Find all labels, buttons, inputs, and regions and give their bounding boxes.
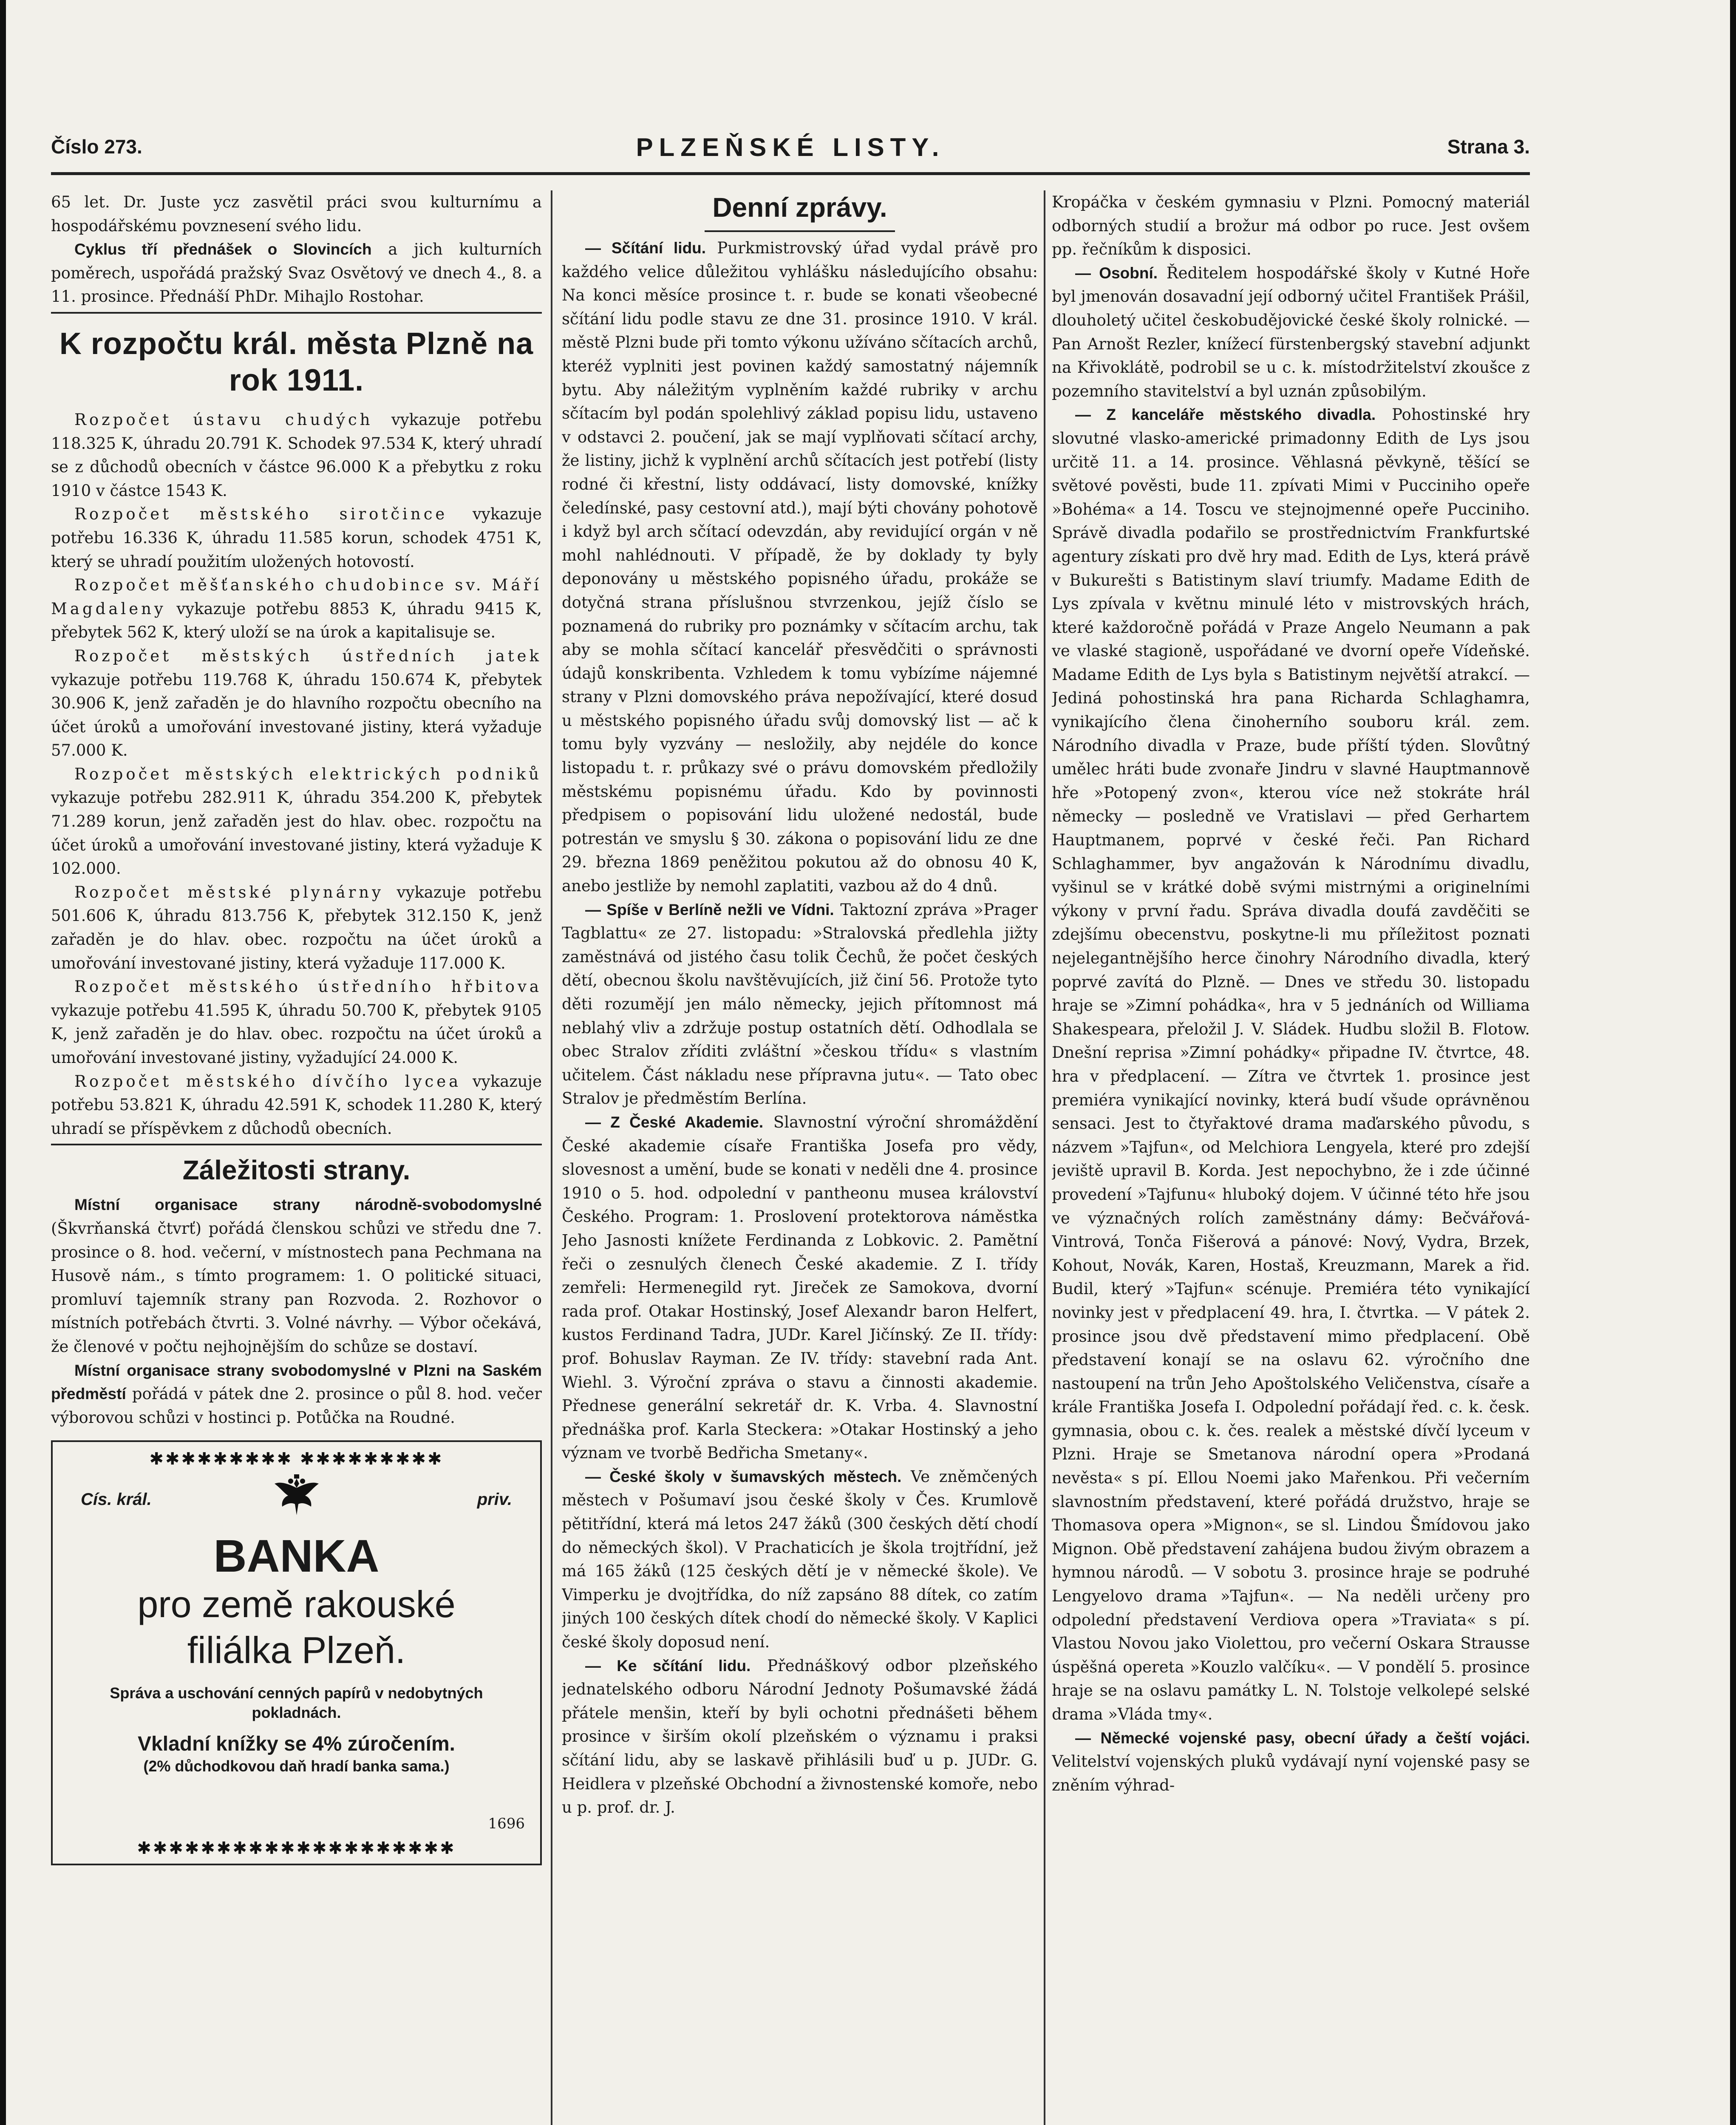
news-body: Slavnostní výroční shromáždění České akademie císaře Františka Josefa pro vědy, slovesnost a umění, bude se konati v neděli dne 4. prosince 1910 o 5. hod. odpolední v pantheonu musea království Českého. Program: 1. Proslovení protektorova náměstka Jeho Jasnosti knížete Ferdinanda z Lobkovic. 2. Pamětní řeči o zesnulých členech České akademie. Z I. třídy zemřeli: Hermenegild ryt. Jireček ze Samokova, dvorní rada prof. Otakar Hostinský, Josef Alexandr baron Helfert, kustos Ferdinand Tadra, JUDr. Karel Jičínský. Ze II. třídy: prof. Bohuslav Rayman. Ze IV. třídy: stavební rada Ant. Wiehl. 3. Výroční zpráva o stavu a činnosti akademie. Přednese generální sekretář dr. K. Vrba. 4. Slavnostní přednáška prof. Karla Steckera: »Otakar Hostinský a jeho význam ve tvorbě Bedřicha Smetany«. [562, 1113, 1038, 1462]
budget-lead: Rozpočet měšťanského chudobince sv. Máří Magdaleny [51, 576, 542, 618]
header-rule [51, 172, 1530, 175]
news-lead: — Ke sčítání lidu. [585, 1657, 751, 1674]
budget-body: vykazuje potřebu 53.821 K, úhradu 42.591 K, schodek 11.280 K, který uhradí se příspěvkem z důchodů obecních. [51, 1072, 542, 1138]
news-body: Taktozní zpráva »Prager Tagblattu« ze 27. listopadu: »Stralovská předlehla jižty zaměstnává od jistého času tolik Čechů, že počet českých dětí, obecnou školu navštěvujících, již činí 56. Protože tyto děti rozumějí jen málo německy, jejich přítomnost má neblahý vliv a zdržuje postup ostatních dětí. Odhodlala se obec Stralov zříditi zvláštní »českou třídu« s vlastním učitelem. Část nákladu nese přípravna jutu«. — Tato obec Stralov je předměstím Berlína. [562, 900, 1038, 1108]
budget-lead: Rozpočet městské plynárny [74, 883, 384, 901]
bank-advertisement [51, 1440, 542, 1865]
ad-stars-top: ✱✱✱✱✱✱✱✱✱ ✱✱✱✱✱✱✱✱✱ [149, 1449, 444, 1469]
party-item [51, 1193, 542, 1358]
news-body: Přednáškový odbor plzeňského jednatelského odboru Národní Jednoty Pošumavské žádá přátele menšin, kteří by byli ochotni přednášeti během prosince v širším okolí plzeňském o významu i praksi sčítání lidu, aby se laskavě přihlásili buď u p. JUDr. G. Heidlera v plzeňské Obchodní a živnostenské komoře, nebo u p. prof. dr. J. [562, 1656, 1038, 1817]
budget-item [51, 881, 542, 975]
daily-news-headline: Denní zprávy. [712, 192, 887, 223]
budget-body: vykazuje potřebu 118.325 K, úhradu 20.791 K. Schodek 97.534 K, který uhradí se z důchodů obecních v částce 96.000 K a přebytku z roku 1910 v částce 1543 K. [51, 410, 542, 500]
news-item [562, 1465, 1038, 1654]
news-item [1052, 1726, 1530, 1797]
budget-item [51, 573, 542, 644]
budget-body: vykazuje potřebu 501.606 K, úhradu 813.756 K, přebytek 312.150 K, jenž zařaděn je do hlav. obec. rozpočtu na účet úroků a umořování investované jistiny, která vyžaduje 117.000 K. [51, 883, 542, 972]
news-body: Ve zněmčených městech v Pošumaví jsou české školy v Čes. Krumlově pětitřídní, která má letos 247 žáků (300 českých dětí chodí do německých škol). V Prachaticích je škola trojtřídní, jež má 165 žáků (125 českých dětí je v německé škole). Ve Vimperku je dvojtřídka, do níž zapsáno 88 dítek, co zatím jiných 100 českých dítek chodí do německé školy. V Kaplici české školy doposud není. [562, 1467, 1038, 1652]
budget-item [51, 1070, 542, 1141]
ad-bank-branch: filiálka Plzeň. [187, 1629, 406, 1672]
ad-label-row [64, 1471, 529, 1518]
news-item [562, 1654, 1038, 1819]
section-rule [51, 1144, 542, 1145]
section-rule [51, 312, 542, 314]
ad-bank-subtitle: pro země rakouské [137, 1583, 456, 1626]
issue-number: Číslo 273. [51, 136, 142, 158]
budget-item [51, 644, 542, 762]
budget-lead: Rozpočet ústavu chudých [74, 410, 373, 429]
news-item [562, 1111, 1038, 1465]
news-lead: — Osobní. [1075, 264, 1158, 282]
budget-item [51, 408, 542, 502]
ad-tax-note: (2% důchodkovou daň hradí banka sama.) [143, 1757, 450, 1775]
budget-lead: Rozpočet městských ústředních jatek [74, 646, 542, 665]
column-1 [51, 190, 542, 2125]
budget-body: vykazuje potřebu 282.911 K, úhradu 354.200 K, přebytek 71.289 korun, jenž zařaděn jest do hlav. obec. rozpočtu na účet úroků a umořování investované jistiny, která vyžaduje K 102.000. [51, 788, 542, 878]
scan-edge-left [0, 0, 6, 2125]
news-lead: Cyklus tří přednášek o Slovincích [74, 241, 372, 258]
budget-body: vykazuje potřebu 119.768 K, úhradu 150.674 K, přebytek 30.906 K, jenž zařaděn je do hlavního rozpočtu obecního na účet úroků a umořování investované jistiny, která vyžaduje 57.000 K. [51, 670, 542, 760]
news-lead: — České školy v šumavských městech. [585, 1468, 902, 1485]
news-item [1052, 261, 1530, 403]
news-body: a jich kulturních poměrech, uspořádá pražský Svaz Osvětový ve dnech 4., 8. a 11. prosince. Přednáší PhDr. Mihajlo Rostohar. [51, 240, 542, 306]
ad-left-label: Cís. král. [81, 1490, 152, 1509]
news-body: Ředitelem hospodářské školy v Kutné Hoře byl jmenován dosavadní její odborný učitel František Prášil, dlouholetý učitel českobudějovické české školy rolnické. — Pan Arnošt Rezler, knížecí fürstenbergský stavební adjunkt na Křivoklátě, podrobil se u c. k. místodržitelství zkoušce z pozemního stavitelství a byl uznán způsobilým. [1052, 264, 1530, 400]
article-continuation: Kropáčka v českém gymnasiu v Plzni. Pomocný materiál odborných studií a brožur má odbor po ruce. Jest ovšem pp. řečníkům k disposici. [1052, 193, 1530, 259]
section-rule [705, 230, 895, 232]
news-lead: — Z kanceláře městského divadla. [1075, 406, 1376, 424]
scan-edge-right [1730, 0, 1736, 2125]
ad-service-text: Správa a uschování cenných papírů v nedobytných pokladnách. [110, 1684, 483, 1722]
budget-lead: Rozpočet městských elektrických podniků [74, 765, 542, 783]
budget-item [51, 502, 542, 573]
budget-body: vykazuje potřebu 8853 K, úhradu 9415 K, přebytek 562 K, který uloží se na úrok a kapitalisuje se. [51, 599, 542, 642]
budget-lead: Rozpočet městského ústředního hřbitova [74, 978, 542, 996]
party-item [51, 1359, 542, 1430]
budget-headline: K rozpočtu král. města Plzně na rok 1911. [59, 326, 534, 397]
news-lead: — Německé vojenské pasy, obecní úřady a čeští vojáci. [1075, 1729, 1530, 1747]
budget-lead: Rozpočet městského dívčího lycea [74, 1072, 462, 1091]
party-body: (Škvrňanská čtvrť) pořádá členskou schůzi ve středu dne 7. prosince o 8. hod. večerní, v místnostech pana Pechmana na Husově nám., s tímto programem: 1. O politické situaci, promluví tajemník strany pan Rozvoda. 2. Rozhovor o místních potřebách čtvrti. 3. Volné návrhy. — Výbor očekává, že členové v počtu nejhojnějším do schůze se dostaví. [51, 1219, 542, 1356]
page-number: Strana 3. [1447, 136, 1530, 158]
news-body: Purkmistrovský úřad vydal právě pro každého velice důležitou vyhlášku následujícího obsahu: Na konci měsíce prosince t. r. bude se konati všeobecné sčítání lidu podle stavu ze dne 31. prosince 1910. V král. městě Plzni bude při tomto výkonu užíváno sčítacích archů, kteréž vyplniti jest povinen každý samostatný nájemník bytu. Aby náležitým vyplněním každé rubriky v archu sčítacím byl podán spolehlivý základ popisu lidu, ustaveno v odstavci 2. poučení, jak se mají vyplňovati sčítací archy, že listiny, jichž k vyplnění archů sčítacích jest potřebí (listy rodné či křestní, listy oddávací, listy domovské, knížky čeledínské, pasy cestovní atd.), mají býti chovány pohotově i když byl arch sčítací odevzdán, aby revidující orgán v ně mohl nahlédnouti. V případě, že by doklady ty byly deponovány u městského popisného úřadu, prokáže se dotyčná strana příslušnou stvrzenkou, jejíž číslo se poznamená do rubriky pro poznámky v sčítacím archu, tak aby se mohla sčítací kancelář přesvědčiti o správnosti údajů konskribenta. Vzhledem k tomu vybízíme nájemné strany v Plzni domovského práva nepožívající, které dosud u městského popisného úřadu svůj domovský list — ač k tomu byly vyzvány — nesložily, aby nejdéle do konce listopadu t. r. průkazy své o právu domovském předložily městskému popisnému úřadu. Kdo by povinnosti předpisem o popisování lidu uložené nedostál, bude potrestán ve smyslu § 30. zákona o popisování lidu ze dne 29. března 1869 peněžitou pokutou až do obnosu 40 K, anebo jestliže by nemohl zaplatiti, vazbou až do 4 dnů. [562, 239, 1038, 895]
article-continuation: 65 let. Dr. Juste ycz zasvětil práci svou kulturnímu a hospodářskému povznesení svého lidu. [51, 193, 542, 235]
ad-number: 1696 [488, 1815, 525, 1832]
party-body: pořádá v pátek dne 2. prosince o půl 8. hod. večer výborovou schůzi v hostinci p. Potůčka na Roudné. [51, 1385, 542, 1427]
news-body: Velitelství vojenských pluků vydávají nyní vojenské pasy se zněním výhrad- [1052, 1752, 1530, 1794]
news-lead: — Spíše v Berlíně nežli ve Vídni. [585, 901, 834, 918]
budget-lead: Rozpočet městského sirotčince [74, 505, 448, 524]
newspaper-title: PLZEŇSKÉ LISTY. [636, 133, 945, 162]
ad-bank-name: BANKA [213, 1530, 379, 1582]
column-3 [1052, 190, 1530, 2125]
party-headline: Záležitosti strany. [182, 1155, 411, 1186]
budget-item [51, 762, 542, 881]
news-item [51, 238, 542, 309]
column-divider [1044, 190, 1045, 2125]
budget-body: vykazuje potřebu 41.595 K, úhradu 50.700 K, přebytek 9105 K, jenž zařaděn je do hlav. obec. rozpočtu na účet úroků a umořování investované jistiny, vyžadující 24.000 K. [51, 1001, 542, 1067]
budget-body: vykazuje potřebu 16.336 K, úhradu 11.585 korun, schodek 4751 K, který se uhradí použitím uložených hotovostí. [51, 505, 542, 571]
ad-stars-bottom: ✱✱✱✱✱✱✱✱✱✱✱✱✱✱✱✱✱✱✱✱ [137, 1839, 456, 1859]
party-lead: Místní organisace strany svobodomyslné v Plzni na Saském předměstí [51, 1361, 542, 1403]
news-body: Pohostinské hry slovutné vlasko-americké primadonny Edith de Lys jsou určitě 11. a 14. prosince. Věhlasná pěvkyně, těšící se světové pověsti, bude 11. zpívati Mimi v Pucciniho opeře »Bohéma« a 14. Toscu ve stejnojmenné opeře Pucciniho. Správě divadla podařilo se prostřednictvím Frankfurtské agentury získati pro dvě hry mad. Edith de Lys, která právě v Bukurešti s Batistinym slaví triumfy. Madame Edith de Lys zpívala v květnu minulé léto v mistrovských hrách, které každoročně pořádá v Praze Angelo Neumann a pak ve vlaské stagioně, uspořádané ve dvorní opeře Vídeňské. Madame Edith de Lys byla s Batistinym největší atrakcí. — Jediná pohostinská hra pana Richarda Schlaghamra, vynikajícího člena činoherního souboru král. zem. Národního divadla v Praze, bude příští týden. Slovůtný umělec hráti bude zvonaře Jindru v slavné Hauptmannově hře »Potopený zvon«, kterou více než stokráte hrál německy — posledně ve Vratislavi — před Gerhartem Hauptmanem, poprvé v české řeči. Pan Richard Schlaghammer, byv angažován k Národnímu divadlu, vyšinul se v krátké době svými mistrnými a originelními výkony v první řadu. Správa divadla doufá zavděčiti se zdejšímu obecenstvu, poskytne-li mu příležitost poznati nejelegantnějšího herce činohry Národního divadla, který poprvé zavítá do Plzně. — Dnes ve středu 30. listopadu hraje se »Zimní pohádka«, hra v 5 jednáních od Williama Shakespeara, přeložil J. V. Sládek. Hudbu složil B. Flotow. Dnešní reprisa »Zimní pohádky« připadne IV. čtvrtce, 48. hra v předplacení. — Zítra ve čtvrtek 1. prosince jest premiéra vynikající novinky, která budí všude oprávněnou sensaci. Jest to čtyřaktové drama maďarského původu, s názvem »Tajfun«, od Melchiora Lengyela, které pro zdejší jeviště upravil B. Korda. Jest nepochybno, že i zde účinné provedení »Tajfunu« hluboký dojem. V účinné této hře jsou ve význačných rolích zaměstnány dámy: Bečvářová-Vintrová, Tonča Fišerová a pánové: Nový, Vydra, Brzek, Kohout, Novák, Karen, Hostaš, Kreuzmann, Marek a řid. Budil, který »Tajfun« scénuje. Premiéra této vynikající novinky jest v předplacení 49. hra, I. čtvrtka. — V pátek 2. prosince jsou dvě představení mimo předplacení. Obě představení konají se na oslavu 62. výročního dne nastoupení na trůn Jeho Apoštolského Veličenstva, císaře a krále Františka Josefa I. Odpolední pořádají řed. c. k. česk. gymnasia, obou c. k. čes. realek a městské dívčí lyceum v Plzni. Hraje se Smetanova národní opera »Prodaná nevěsta« s pí. Ellou Noemi jako Mařenkou. Při večerním slavnostním představení, které pořádá družstvo, hraje se Thomasova opera »Mignon«, se sl. Lindou Šmídovou jako Mignon. Obě představení zahájena budou živým obrazem a hymnou národů. — V sobotu 3. prosince hraje se podruhé Lengyelovo drama »Tajfun«. — Na neděli určeny pro odpolední představení Verdiova opera »Traviata« s pí. Vlastou Novou jako Violettou, pro večerní Oskara Strausse úspěšná opereta »Kouzlo valčíku«. — V pondělí 5. prosince hraje se na oslavu památky L. N. Tolstoje velkolepé selské drama »Vláda tmy«. [1052, 405, 1530, 1723]
news-item [562, 898, 1038, 1111]
news-item [1052, 403, 1530, 1726]
budget-item [51, 975, 542, 1069]
news-item [562, 236, 1038, 898]
news-lead: — Sčítání lidu. [585, 239, 706, 257]
news-lead: — Z České Akademie. [585, 1113, 764, 1131]
party-lead: Místní organisace strany národně-svobodomyslné [74, 1196, 542, 1214]
column-2 [562, 190, 1038, 2125]
column-divider [551, 190, 552, 2125]
page-header [51, 135, 1530, 165]
ad-interest-text: Vkladní knížky se 4% zúročením. [138, 1733, 455, 1756]
ad-right-label: priv. [477, 1490, 512, 1509]
double-eagle-icon [271, 1471, 322, 1522]
